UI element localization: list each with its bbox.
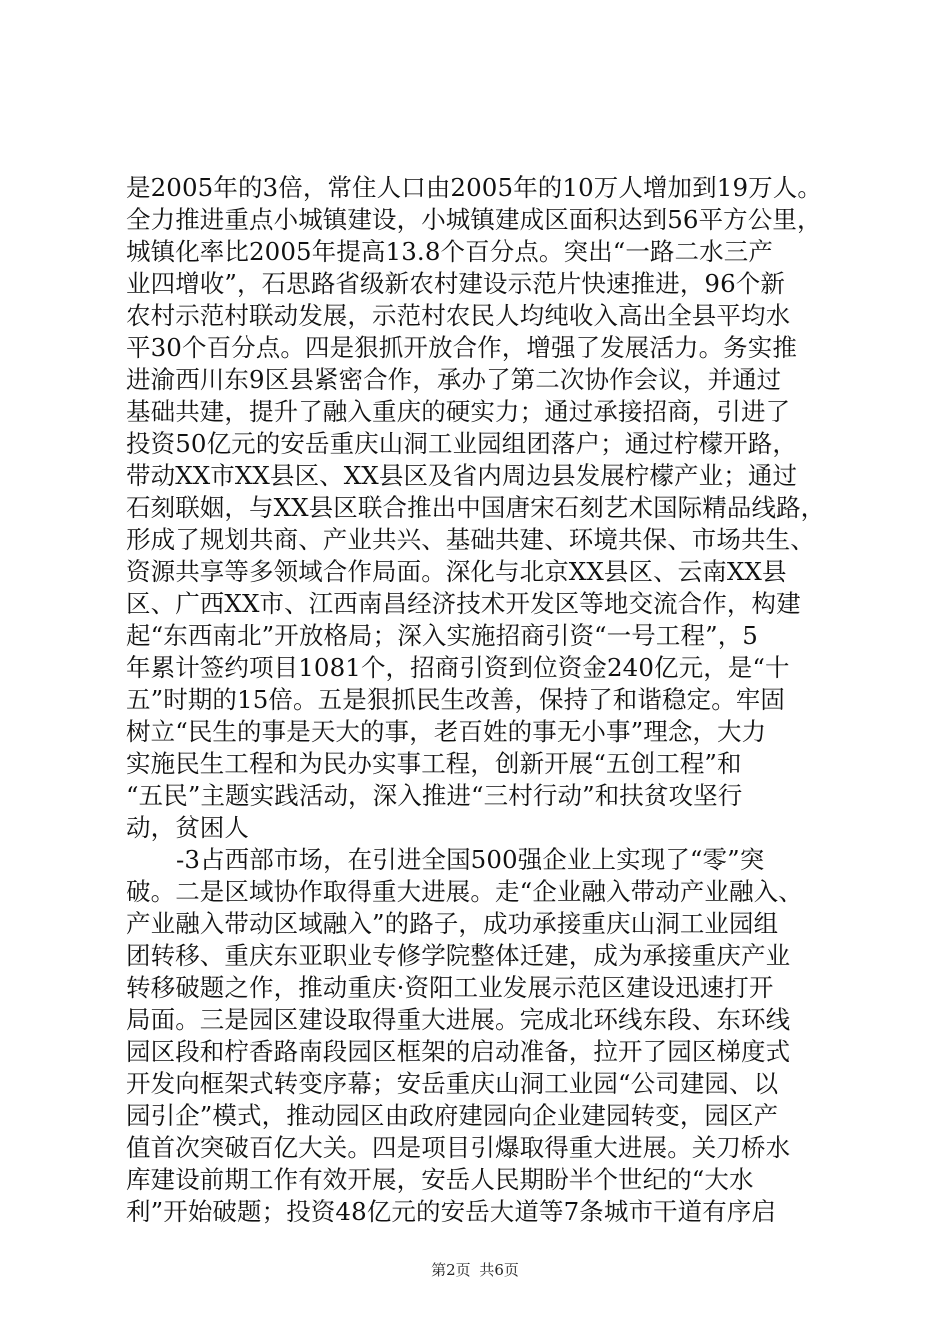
text-line: 五”时期的15倍。五是狠抓民生改善，保持了和谐稳定。牢固 (126, 685, 785, 714)
text-line: 产业融入带动区域融入”的路子，成功承接重庆山洞工业园组 (126, 909, 779, 938)
text-line: 动，贫困人 (126, 813, 249, 842)
text-line: 是2005年的3倍，常住人口由2005年的10万人增加到19万人。 (126, 173, 822, 202)
text-line: 农村示范村联动发展，示范村农民人均纯收入高出全县平均水 (126, 301, 791, 330)
text-line: 树立“民生的事是天大的事，老百姓的事无小事”理念，大力 (126, 717, 767, 746)
text-line: 带动XX市XX县区、XX县区及省内周边县发展柠檬产业；通过 (126, 461, 798, 490)
text-line: 开发向框架式转变序幕；安岳重庆山洞工业园“公司建园、以 (126, 1069, 779, 1098)
text-line: 区、广西XX市、江西南昌经济技术开发区等地交流合作，构建 (126, 589, 801, 618)
page-footer (0, 1260, 950, 1280)
text-line: 局面。三是园区建设取得重大进展。完成北环线东段、东环线 (126, 1005, 791, 1034)
text-line: 基础共建，提升了融入重庆的硬实力；通过承接招商，引进了 (126, 397, 791, 426)
text-line: 园引企”模式，推动园区由政府建园向企业建园转变，园区产 (126, 1101, 779, 1130)
document-body (126, 172, 836, 1228)
text-line: 投资50亿元的安岳重庆山洞工业园组团落户；通过柠檬开路， (126, 429, 797, 458)
text-line: 全力推进重点小城镇建设，小城镇建成区面积达到56平方公里， (126, 205, 822, 234)
text-line: 资源共享等多领域合作局面。深化与北京XX县区、云南XX县 (126, 557, 787, 586)
text-line: 库建设前期工作有效开展，安岳人民期盼半个世纪的“大水 (126, 1165, 754, 1194)
text-line: 实施民生工程和为民办实事工程，创新开展“五创工程”和 (126, 749, 742, 778)
text-line: 城镇化率比2005年提高13.8个百分点。突出“一路二水三产 (126, 237, 773, 266)
text-line: 起“东西南北”开放格局；深入实施招商引资“一号工程”，5 (126, 621, 758, 650)
text-line: 值首次突破百亿大关。四是项目引爆取得重大进展。关刀桥水 (126, 1133, 791, 1162)
paragraph-2 (126, 844, 836, 1228)
text-line: 园区段和柠香路南段园区框架的启动准备，拉开了园区梯度式 (126, 1037, 791, 1066)
text-line: “五民”主题实践活动，深入推进“三村行动”和扶贫攻坚行 (126, 781, 743, 810)
text-line: 平30个百分点。四是狠抓开放合作，增强了发展活力。务实推 (126, 333, 797, 362)
text-line: -3占西部市场，在引进全国500强企业上实现了“零”突 (176, 845, 765, 874)
text-line: 利”开始破题；投资48亿元的安岳大道等7条城市干道有序启 (126, 1197, 777, 1226)
text-line: 团转移、重庆东亚职业专修学院整体迁建，成为承接重庆产业 (126, 941, 791, 970)
text-line: 转移破题之作，推动重庆·资阳工业发展示范区建设迅速打开 (126, 973, 774, 1002)
text-line: 石刻联姻，与XX县区联合推出中国唐宋石刻艺术国际精品线路， (126, 493, 826, 522)
text-line: 形成了规划共商、产业共兴、基础共建、环境共保、市场共生、 (126, 525, 815, 554)
text-line: 破。二是区域协作取得重大进展。走“企业融入带动产业融入、 (126, 877, 803, 906)
text-line: 进渝西川东9区县紧密合作，承办了第二次协作会议，并通过 (126, 365, 782, 394)
page-total: 共6页 (479, 1261, 519, 1279)
text-line: 年累计签约项目1081个，招商引资到位资金240亿元，是“十 (126, 653, 790, 682)
page-number: 第2页 (431, 1261, 471, 1279)
text-line: 业四增收”，石思路省级新农村建设示范片快速推进，96个新 (126, 269, 785, 298)
paragraph-1 (126, 172, 836, 844)
